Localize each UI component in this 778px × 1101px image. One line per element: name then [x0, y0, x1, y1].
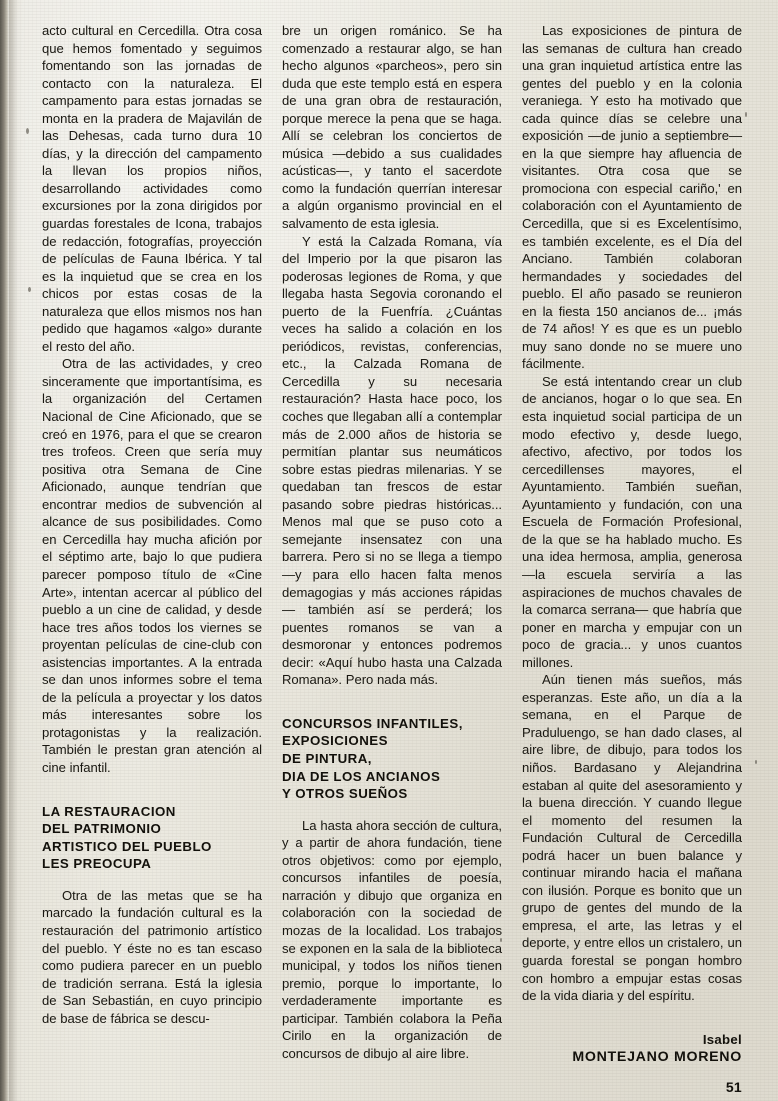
paragraph: acto cultural en Cercedilla. Otra cosa que hemos fomentado y seguimos fomentando son las jornadas de contacto con la naturaleza. El campamento para estas jornadas se monta en la pradera de Majavilán de las Dehesas, cada turno dura 10 días, y la dirección del campamento la llevan los propios niños, desarrollando actividades como excursiones por la zona dirigidos por guardas forestales de Icona, trabajos de redacción, fotografías, proyección de películas de Fauna Ibérica. Y tal es la inquietud que se crea en los chicos por estas cosas de la naturaleza que ellos mismos nos han pedido que hagamos «algo» durante el resto del año. — [42, 23, 262, 354]
paper-speck — [28, 287, 31, 292]
section-heading-line: DE PINTURA, — [282, 750, 372, 766]
paper-speck — [755, 760, 757, 764]
paragraph: bre un origen románico. Se ha comenzado a restaurar algo, se han hecho algunos «parcheos», pero sin duda que este templo está en espera de una gran obra de restauración, porque merece la pena que se haga. Allí se celebran los conciertos de música —debido a sus cualidades acústicas—, y tanto el sacerdote como la fundación querrían interesar a algún organismo provincial en el salvamento de esta iglesia. — [282, 23, 502, 232]
section-heading — [42, 803, 262, 873]
section-heading — [282, 715, 502, 803]
section-heading-line: EXPOSICIONES — [282, 733, 388, 749]
scan-edge-gradient — [9, 0, 23, 1101]
spacer — [282, 689, 502, 715]
section-heading-line: CONCURSOS INFANTILES, — [282, 715, 463, 731]
article-columns — [42, 22, 742, 1096]
byline-last-name: MONTEJANO MORENO — [572, 1049, 742, 1066]
paragraph: Las exposiciones de pintura de las semanas de cultura han creado una gran inquietud artística entre las gentes del pueblo y en la colonia veraniega. Y esto ha motivado que cada quince días se celebre una exposición —de junio a septiembre— en la que siempre hay afluencia de visitantes. Otra cosa que se promociona con especial cariño,' en colaboración con el Ayuntamiento de Cercedilla, que si es Excelentísimo, es también excelente, es el Día del Anciano. También colaboran hermandades y sociedades del pueblo. El año pasado se reunieron en la fiesta 150 ancianos de... ¡más de 74 años! Y es que es un pueblo muy sano donde no se muere uno fácilmente. — [522, 23, 742, 372]
article-column-2 — [282, 22, 502, 1072]
byline — [522, 1031, 742, 1068]
section-heading-line: ARTISTICO DEL PUEBLO — [42, 838, 212, 854]
section-heading-line: DEL PATRIMONIO — [42, 821, 162, 837]
paragraph: La hasta ahora sección de cultura, y a partir de ahora fundación, tiene otros objetivos: como por ejemplo, concursos infantiles de poesía, narración y dibujo que organiza en colaboración con la sociedad de mozas de la localidad. Los trabajos se exponen en la sala de la biblioteca municipal, y todos los niños tienen premio, porque lo importante, lo verdaderamente importante es participar. También colabora la Peña Cirilo en la organización de concursos de dibujo al aire libre. — [282, 817, 502, 1061]
paragraph: Y está la Calzada Romana, vía del Imperio por la que pisaron las poderosas legiones de Roma, y que llegaba hasta Segovia coronando el puerto de la Fuenfría. ¿Cuántas veces ha salido a colación en los periódicos, revistas, conferencias, etc., la Calzada Romana de Cercedilla y su necesaria restauración? Hasta hace poco, los coches que llegaban allí a contemplar más de 2.000 años de historia se permitían plantar sus neumáticos sobre estas piedras milenarias. Y se quedaban tan frescos de estar pasando sobre piedras históricas... Menos mal que se puso coto a semejante insensatez con una barrera. Pero si no se llega a tiempo —y para ello hacen falta menos demagogias y más acciones rápidas— también así se perderá; los puentes romanos se van a desmoronar y entonces podremos decir: «Aquí hubo hasta una Calzada Romana». Pero nada más. — [282, 233, 502, 688]
section-heading-line: DIA DE LOS ANCIANOS — [282, 768, 441, 784]
paragraph: Otra de las actividades, y creo sinceramente que importantísima, es la organización del Certamen Nacional de Cine Aficionado, que se creó en 1976, para el que se crearon tres trofeos. Creen que sería muy positiva otra Semana de Cine Aficionado, aunque tendrían que encontrar medios de subvención al alcance de sus posibilidades. Como en Cercedilla hay mucha afición por el séptimo arte, bajo lo que pudiera parecer pomposo título de «Cine Arte», intentan acercar al público del pueblo a un cine de calidad, y desde hace tres años todos los viernes se proyentan películas de cine-club con asistencias importantes. A la entrada se dan unos informes sobre el tema de la película a proyectar y los datos más interesantes sobre los protagonistas y la realización. También le prestan gran atención al cine infantil. — [42, 356, 262, 775]
section-heading-line: LA RESTAURACION — [42, 803, 176, 819]
byline-first-name: Isabel — [702, 1031, 742, 1047]
article-column-1 — [42, 22, 262, 1072]
paragraph: Se está intentando crear un club de ancianos, hogar o lo que sea. En esta inquietud social participa de un modo efectivo y, desde luego, afectivo, afectivo, por todos los cercedillenses mayores, el Ayuntamiento. También sueñan, Ayuntamiento y fundación, con una Escuela de Formación Profesional, de la que se ha hablado mucho. Es una idea hermosa, amplia, generosa —la escuela serviría a las aspiraciones de muchos chavales de la comarca serrana— que habría que poner en marcha y empujar con un poco de gracia... y unos cuantos millones. — [522, 373, 742, 670]
section-heading-line: LES PREOCUPA — [42, 856, 152, 872]
article-column-3 — [522, 22, 742, 1096]
paper-speck — [745, 112, 747, 117]
section-heading-line: Y OTROS SUEÑOS — [282, 786, 408, 802]
paper-speck — [26, 128, 29, 134]
spacer — [282, 803, 502, 817]
page-number: 51 — [725, 1079, 742, 1096]
paragraph: Aún tienen más sueños, más esperanzas. Este año, un día a la semana, en el Parque de Praduluengo, se han dado clases, al aire libre, de dibujo, para todos los niños. Bardasano y Alejandrina estaban al quite del asesoramiento y la buena dirección. Y cuando llegue el momento del resumen la Fundación Cultural de Cercedilla podrá hacer un buen balance y continuar mirando hacia el mañana con ilusión. Porque es bonito que un grupo de gentes del mundo de la empresa, el arte, las letras y el deporte, y entre ellos un cristalero, un guarda forestal se pongan hombro con hombro a empujar estas cosas de la vida diaria y del espíritu. — [522, 672, 742, 1004]
spacer — [42, 777, 262, 803]
paragraph: Otra de las metas que se ha marcado la fundación cultural es la restauración del patrimonio artístico del pueblo. Y éste no es tan escaso como pudiera parecer en un pueblo de tradición serrana. Está la iglesia de San Sebastián, en cuyo principio de base de fábrica se descu- — [42, 887, 262, 1026]
spacer — [42, 873, 262, 887]
scan-edge-shadow — [0, 0, 9, 1101]
